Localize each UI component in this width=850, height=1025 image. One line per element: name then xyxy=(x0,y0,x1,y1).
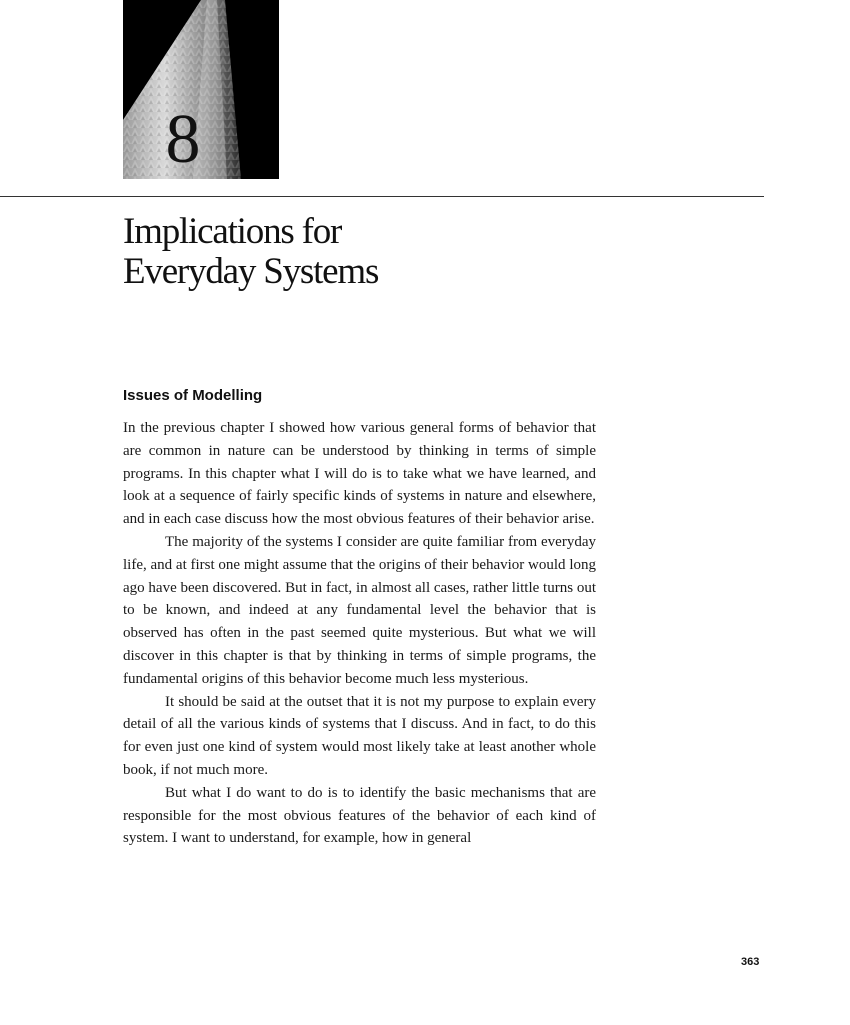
paragraph-3: It should be said at the outset that it is not my purpose to explain every detail of all the various kinds of systems that I discuss. And in fact, to do this for even just one kind of system would most likely take at least another whole book, if not much more. xyxy=(123,693,596,778)
body-text xyxy=(123,417,596,850)
paragraph-4: But what I do want to do is to identify the basic mechanisms that are responsible for the most obvious features of the behavior of each kind of system. I want to understand, for example, how in general xyxy=(123,784,596,847)
chapter-title-line-1: Implications for xyxy=(123,211,342,252)
paragraph-2: The majority of the systems I consider are quite familiar from everyday life, and at first one might assume that the origins of their behavior would long ago have been discovered. But in fact, in almost all cases, rather little turns out to be known, and indeed at any fundamental level the behavior that is observed has often in the past seemed quite mysterious. But what we will discover in this chapter is that by thinking in terms of simple programs, the fundamental origins of this behavior become much less mysterious. xyxy=(123,533,596,687)
chapter-title xyxy=(123,212,378,292)
chapter-title-line-2: Everyday Systems xyxy=(123,251,379,292)
section-heading: Issues of Modelling xyxy=(123,387,263,404)
chapter-header-image xyxy=(123,0,279,179)
header-rule xyxy=(0,196,764,197)
chapter-number: 8 xyxy=(165,101,199,178)
page-number: 363 xyxy=(741,956,760,968)
paragraph-1: In the previous chapter I showed how various general forms of behavior that are common in nature can be understood by thinking in terms of simple programs. In this chapter what I will do is to take what we have learned, and look at a sequence of fairly specific kinds of systems in nature and elsewhere, and in each case discuss how the most obvious features of their behavior arise. xyxy=(123,420,596,528)
